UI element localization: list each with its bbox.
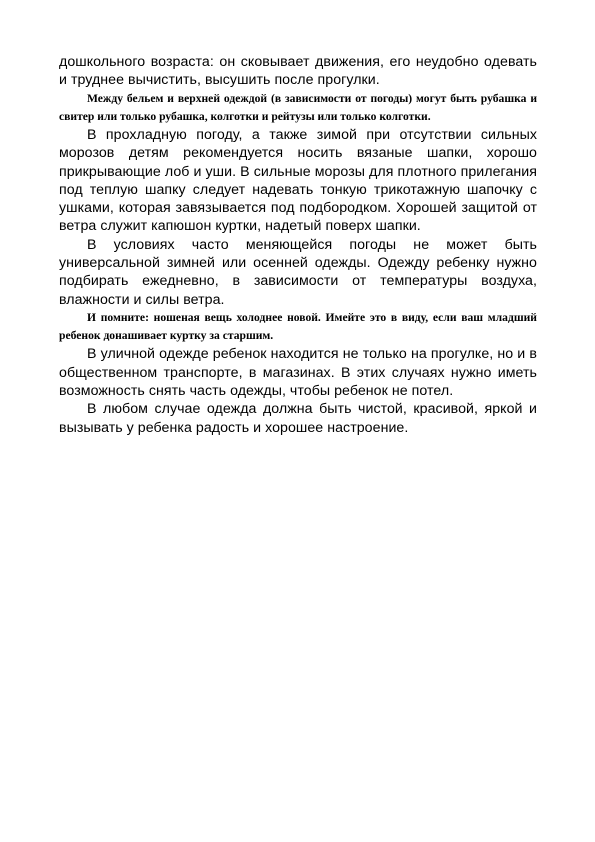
paragraph-continuation: дошкольного возраста: он сковывает движения, его неудобно одевать и труднее вычистить, высушить после прогулки. — [59, 54, 537, 89]
paragraph-weather: В условиях часто меняющейся погоды не может быть универсальной зимней или осенней одежды. Одежду ребенку нужно подбирать ежедневно, в зависимости от температуры воздуха, влажности и силы ветра. — [59, 236, 537, 308]
paragraph-clothing-layers: Между бельем и верхней одеждой (в зависимости от погоды) могут быть рубашка и свитер или только рубашка, колготки и рейтузы или только колготки. — [59, 91, 537, 123]
document-body — [59, 53, 537, 437]
paragraph-hats: В прохладную погоду, а также зимой при отсутствии сильных морозов детям рекомендуется носить вязаные шапки, хорошо прикрывающие лоб и уши. В сильные морозы для плотного прилегания под теплую шапку следует надевать тонкую трикотажную шапочку с ушками, которая завязывается под подбородком. Хорошей защитой от ветра служит капюшон куртки, надетый поверх шапки. — [59, 127, 537, 235]
paragraph-conclusion: В любом случае одежда должна быть чистой, красивой, яркой и вызывать у ребенка радость и хорошее настроение. — [59, 401, 537, 436]
paragraph-transport: В уличной одежде ребенок находится не только на прогулке, но и в общественном транспорте, в магазинах. В этих случаях нужно иметь возможность снять часть одежды, чтобы ребенок не потел. — [59, 346, 537, 399]
paragraph-reminder: И помните: ношеная вещь холоднее новой. Имейте это в виду, если ваш младший ребенок донашивает куртку за старшим. — [59, 310, 537, 343]
